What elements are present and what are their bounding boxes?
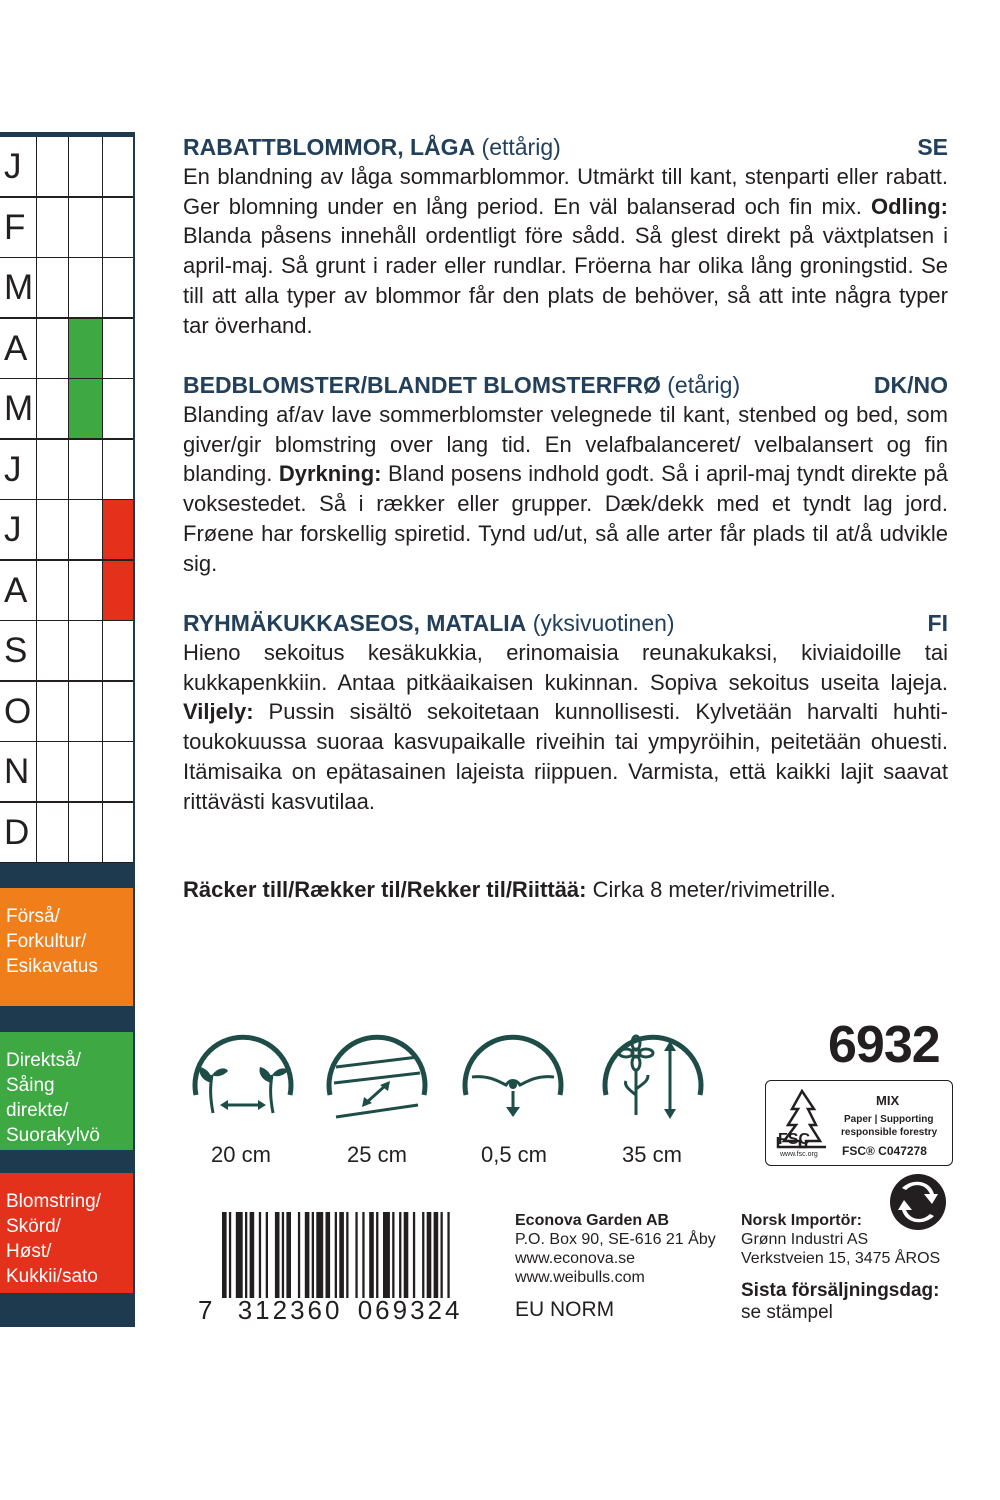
barcode-bar [222,1212,227,1298]
sales-value: se stämpel [741,1302,833,1323]
calendar-month-letter: S [4,631,28,670]
section-intro: En blandning av låga sommarblommor. Utmärkt till kant, stenparti eller rabatt. Ger blomning under en lång period. En väl balanserad och fin mix. [183,164,948,219]
section-title [183,370,948,400]
section-body [183,638,948,816]
legend-direct-line: Direktså/ [6,1050,81,1071]
company-info [515,1211,716,1287]
fsc-tree-icon [772,1087,832,1161]
calendar-month-row [0,500,133,560]
calendar-cell-bloom [102,500,133,560]
calendar-cell-direct [68,258,102,318]
barcode-bar [392,1212,394,1298]
calendar-month-letter: M [4,389,34,428]
eu-norm: EU NORM [515,1298,615,1321]
calendar-month-row [0,319,133,379]
barcode-bar [339,1212,344,1298]
calendar-cell-direct [68,319,102,379]
calendar-month-letter: J [4,449,22,489]
sales-info [741,1280,939,1324]
calendar-cell-direct [68,682,102,742]
barcode-bar [316,1212,323,1298]
calendar-month-row [0,258,133,318]
language-code: DK/NO [873,372,948,398]
calendar-cell-direct [68,803,102,863]
calendar-month-letter: O [4,691,32,731]
section-label: Odling: [871,193,948,219]
importer-name: Grønn Industri AS [741,1231,869,1248]
calendar-cell-direct [68,198,102,258]
section-title [183,132,948,162]
calendar-month-row [0,621,133,681]
calendar-cell-direct [68,621,102,681]
company-name: Econova Garden AB [515,1212,670,1229]
calendar-cell-bloom [102,440,133,500]
importer-label: Norsk Importör: [741,1212,862,1229]
coverage-label: Räcker till/Rækker til/Rekker til/Riittää: [183,877,587,902]
section-text: Bland posens indhold godt. Så i april-maj tyndt direkte på voksestedet. Så i rækker eller grupper. Dæk/dekk med et tyndt lag jord. Frøene har forskellig spiretid. Tynd ud/ut, så alle arter får plads til at/å udvikle sig. [183,461,948,576]
calendar-month-row [0,803,133,863]
barcode-bar [399,1212,401,1298]
fsc-line2: responsible forestry [841,1127,938,1138]
barcode-bar [275,1212,280,1298]
calendar-cell-indoor [36,440,68,500]
barcode-bar [298,1212,300,1298]
calendar-cell-bloom [102,621,133,681]
barcode-bar [355,1212,357,1298]
barcode-bar [250,1212,255,1298]
barcode-bar [229,1212,231,1298]
product-number: 6932 [828,1016,940,1074]
fsc-code: FSC® C047278 [842,1144,927,1158]
calendar-month-letter: M [4,268,34,307]
plant-height-icon [598,1025,708,1135]
barcode-first: 7 [198,1295,213,1325]
section-intro: Hieno sekoitus kesäkukkia, erinomaisia reunakukaksi, kiviaidoille tai kukkapenkkiin. Antaa pitkäaikaisen kukinnan. Sopiva sekoitus useita lajeja. [183,640,948,695]
calendar-cell-bloom [102,682,133,742]
barcode-group1: 312360 [237,1295,343,1325]
calendar-month-letter: D [4,812,30,852]
calendar-month-letter: A [4,328,28,368]
calendar-cell-bloom [102,258,133,318]
barcode-bar [441,1212,443,1298]
fsc-brand: FSC [778,1131,810,1148]
calendar-divider [0,862,133,864]
calendar-cell-indoor [36,379,68,439]
calendar-cell-bloom [102,803,133,863]
section-heading: RABATTBLOMMOR, LÅGA [183,134,476,160]
legend-bloom-line: Kukkii/sato [6,1266,98,1287]
barcode-bar [447,1212,449,1298]
calendar-cell-indoor [36,803,68,863]
section-heading: RYHMÄKUKKASEOS, MATALIA [183,610,527,636]
legend-indoor-line: Forkultur/ [6,931,87,952]
calendar-cell-indoor [36,198,68,258]
section-subtitle: (ettårig) [481,134,561,160]
barcode-bar [236,1212,243,1298]
section-label: Viljely: [183,699,254,725]
language-code: FI [927,610,948,636]
calendar-month-row [0,742,133,802]
calendar-cell-indoor [36,742,68,802]
calendar-cell-indoor [36,621,68,681]
importer-info [741,1211,940,1268]
barcode-bar [362,1212,364,1298]
legend-direct-line: direkte/ [6,1100,69,1121]
sowing-depth-label: 0,5 cm [480,1142,548,1167]
section-text: Pussin sisältö sekoitetaan kunnollisesti. Kylvetään harvalti huhti-toukokuussa suoraa kasvupaikalle riveihin tai ympyröihin, peitetään ohuesti. Itämisaika on epätasainen lajeista riippuen. Varmista, että kaikki lajit saavat rittävästi kasvutilaa. [183,699,948,814]
sales-label: Sista försäljningsdag: [741,1280,940,1301]
legend-bloom-line: Blomstring/ [6,1191,102,1212]
calendar-cell-direct [68,379,102,439]
legend-direct-line: Suorakylvö [6,1125,100,1146]
barcode-bar [376,1212,378,1298]
legend-indoor [0,888,133,1006]
calendar-cell-direct [68,137,102,197]
section-subtitle: (yksivuotinen) [532,610,675,636]
calendar-cell-bloom [102,198,133,258]
legend-indoor-line: Esikavatus [6,956,98,977]
fsc-logo [765,1080,953,1166]
company-web2: www.weibulls.com [515,1269,645,1286]
row-spacing-label: 25 cm [347,1142,407,1167]
barcode-bar [312,1212,314,1298]
barcode-bar [286,1212,291,1298]
calendar-month-row [0,682,133,742]
section-subtitle: (etårig) [667,372,741,398]
company-address: P.O. Box 90, SE-616 21 Åby [515,1231,716,1248]
barcode-bar [245,1212,247,1298]
plant-height-label: 35 cm [622,1142,682,1167]
barcode-bar [434,1212,439,1298]
calendar-cell-bloom [102,561,133,621]
calendar-cell-bloom [102,379,133,439]
barcode-bar [326,1212,331,1298]
section-label: Dyrkning: [278,461,382,487]
barcode-bar [404,1212,409,1298]
legend-bloom-line: Skörd/ [6,1216,61,1237]
section-dk-no [183,370,948,578]
section-body [183,400,948,578]
sowing-depth-icon [458,1025,568,1135]
legend-bloom [0,1173,133,1293]
fsc-mix: MIX [876,1093,900,1108]
barcode-bar [282,1212,284,1298]
calendar-cell-direct [68,742,102,802]
barcode-bar [383,1212,390,1298]
row-spacing-icon [322,1025,432,1135]
calendar-month-row [0,137,133,197]
company-web1: www.econova.se [515,1250,636,1267]
language-code: SE [917,134,948,160]
calendar-month-row [0,440,133,500]
barcode-bar [335,1212,337,1298]
calendar-cell-indoor [36,561,68,621]
calendar-month-letter: N [4,752,30,791]
calendar-month-row [0,198,133,258]
barcode-bar [413,1212,415,1298]
legend-direct [0,1032,133,1150]
section-title [183,608,948,638]
plant-spacing-label: 20 cm [211,1142,271,1167]
calendar-month-row [0,561,133,621]
section-heading: BEDBLOMSTER/BLANDET BLOMSTERFRØ [183,372,661,398]
calendar-month-letter: A [4,570,28,610]
barcode-bar [422,1212,424,1298]
legend-indoor-line: Förså/ [6,906,60,927]
barcode-bar [369,1212,374,1298]
calendar-cell-indoor [36,137,68,197]
section-body [183,162,948,340]
section-text: Blanda påsens innehåll ordentligt före sådd. Så glest direkt på växtplatsen i april-maj. Så grunt i rader eller rundlar. Fröerna har olika lång groningstid. Se till att alla typer av blommor får den plats de behöver, så att inte några typer tar överhand. [183,223,948,338]
calendar-cell-bloom [102,319,133,379]
section-fi [183,608,948,816]
calendar-month-letter: F [4,207,26,247]
barcode-group2: 069324 [357,1295,463,1325]
legend-bloom-line: Høst/ [6,1241,52,1262]
calendar-cell-direct [68,561,102,621]
calendar-cell-indoor [36,319,68,379]
calendar-cell-bloom [102,137,133,197]
legend-direct-line: Såing [6,1075,55,1096]
barcode-bar [427,1212,432,1298]
calendar-cell-bloom [102,742,133,802]
calendar-month-letter: J [4,510,22,549]
barcode-bar [305,1212,310,1298]
section-se [183,132,948,340]
barcode-digits [198,1295,462,1326]
calendar-cell-indoor [36,500,68,560]
plant-spacing-icon [188,1025,298,1135]
fsc-line1: Paper | Supporting [844,1114,934,1125]
coverage-value: Cirka 8 meter/rivimetrille. [592,877,836,902]
coverage [183,877,948,903]
calendar-cell-direct [68,440,102,500]
barcode-bar [346,1212,348,1298]
barcode-bar [259,1212,261,1298]
calendar-cell-indoor [36,258,68,318]
calendar-cell-direct [68,500,102,560]
importer-address: Verkstveien 15, 3475 ÅROS [741,1250,941,1267]
calendar-cell-indoor [36,682,68,742]
calendar-month-letter: J [4,147,22,186]
fsc-url: www.fsc.org [780,1151,818,1158]
section-intro: Blanding af/av lave sommerblomster velegnede til kant, stenbed og bed, som giver/gir blomstring over lang tid. En velafbalanceret/ velbalansert og fin blanding. [183,402,948,487]
calendar-month-row [0,379,133,439]
barcode-bar [266,1212,268,1298]
